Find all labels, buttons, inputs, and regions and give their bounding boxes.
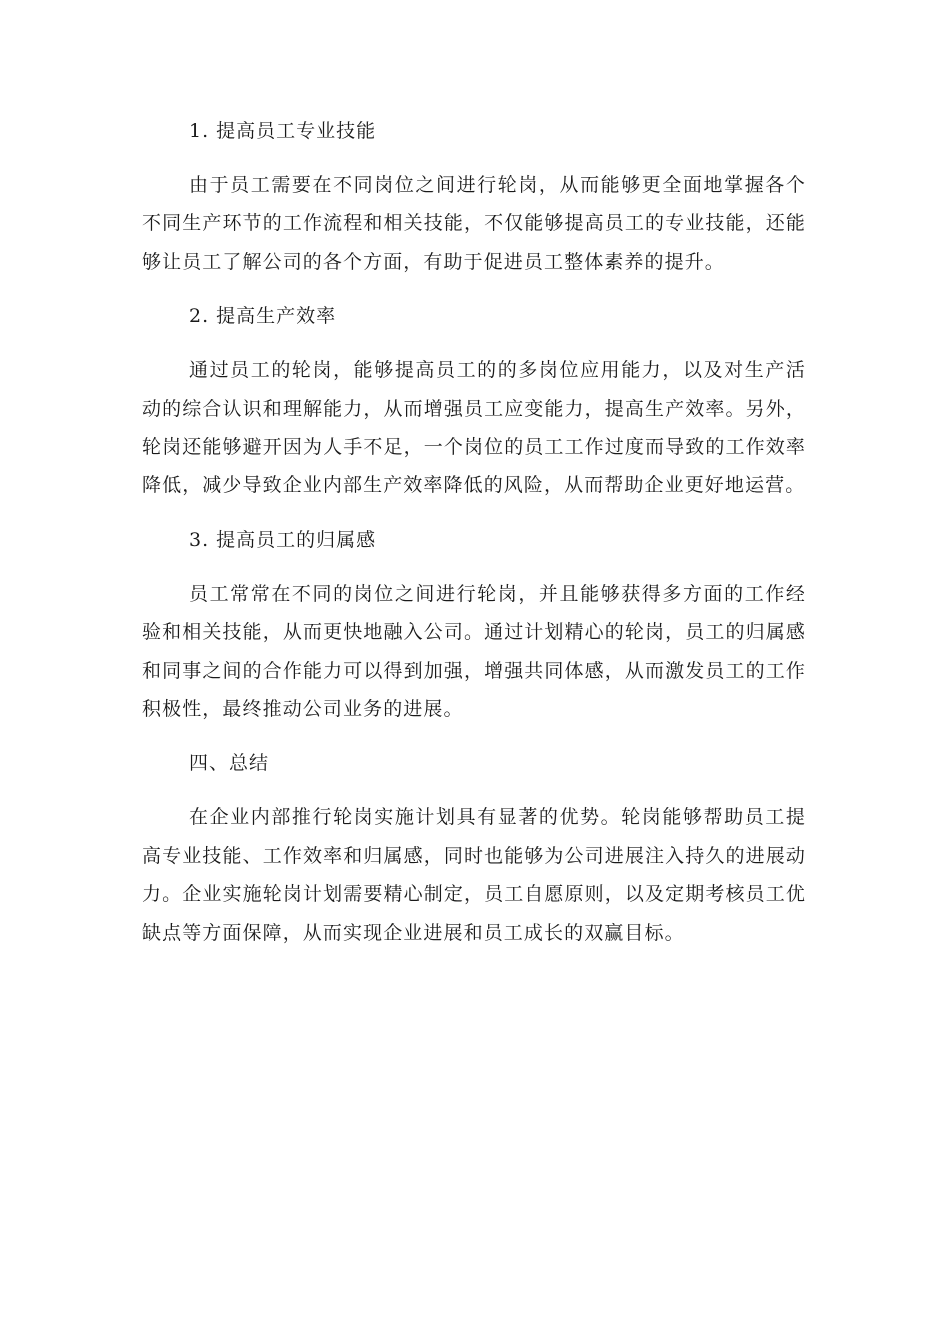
section-heading-2: 2. 提高生产效率 xyxy=(189,305,337,328)
section-body-1: 由于员工需要在不同岗位之间进行轮岗，从而能够更全面地掌握各个不同生产环节的工作流程和相关技能，不仅能够提高员工的专业技能，还能够让员工了解公司的各个方面，有助于促进员工整体素养的提升。 xyxy=(142,174,806,273)
section-body-3: 员工常常在不同的岗位之间进行轮岗，并且能够获得多方面的工作经验和相关技能，从而更快地融入公司。通过计划精心的轮岗，员工的归属感和同事之间的合作能力可以得到加强，增强共同体感，从而激发员工的工作积极性，最终推动公司业务的进展。 xyxy=(142,582,806,721)
section-heading-1: 1. 提高员工专业技能 xyxy=(189,120,377,142)
section-heading-3: 3. 提高员工的归属感 xyxy=(189,528,377,551)
section-body-summary: 在企业内部推行轮岗实施计划具有显著的优势。轮岗能够帮助员工提高专业技能、工作效率和归属感，同时也能够为公司进展注入持久的进展动力。企业实施轮岗计划需要精心制定，员工自愿原则，以及定期考核员工优缺点等方面保障，从而实现企业进展和员工成长的双赢目标。 xyxy=(142,806,806,944)
document-page xyxy=(142,112,806,968)
section-body-2: 通过员工的轮岗，能够提高员工的的多岗位应用能力，以及对生产活动的综合认识和理解能力，从而增强员工应变能力，提高生产效率。另外，轮岗还能够避开因为人手不足，一个岗位的员工工作过度而导致的工作效率降低，减少导致企业内部生产效率降低的风险，从而帮助企业更好地运营。 xyxy=(142,359,806,497)
section-heading-summary: 四、总结 xyxy=(189,752,270,775)
